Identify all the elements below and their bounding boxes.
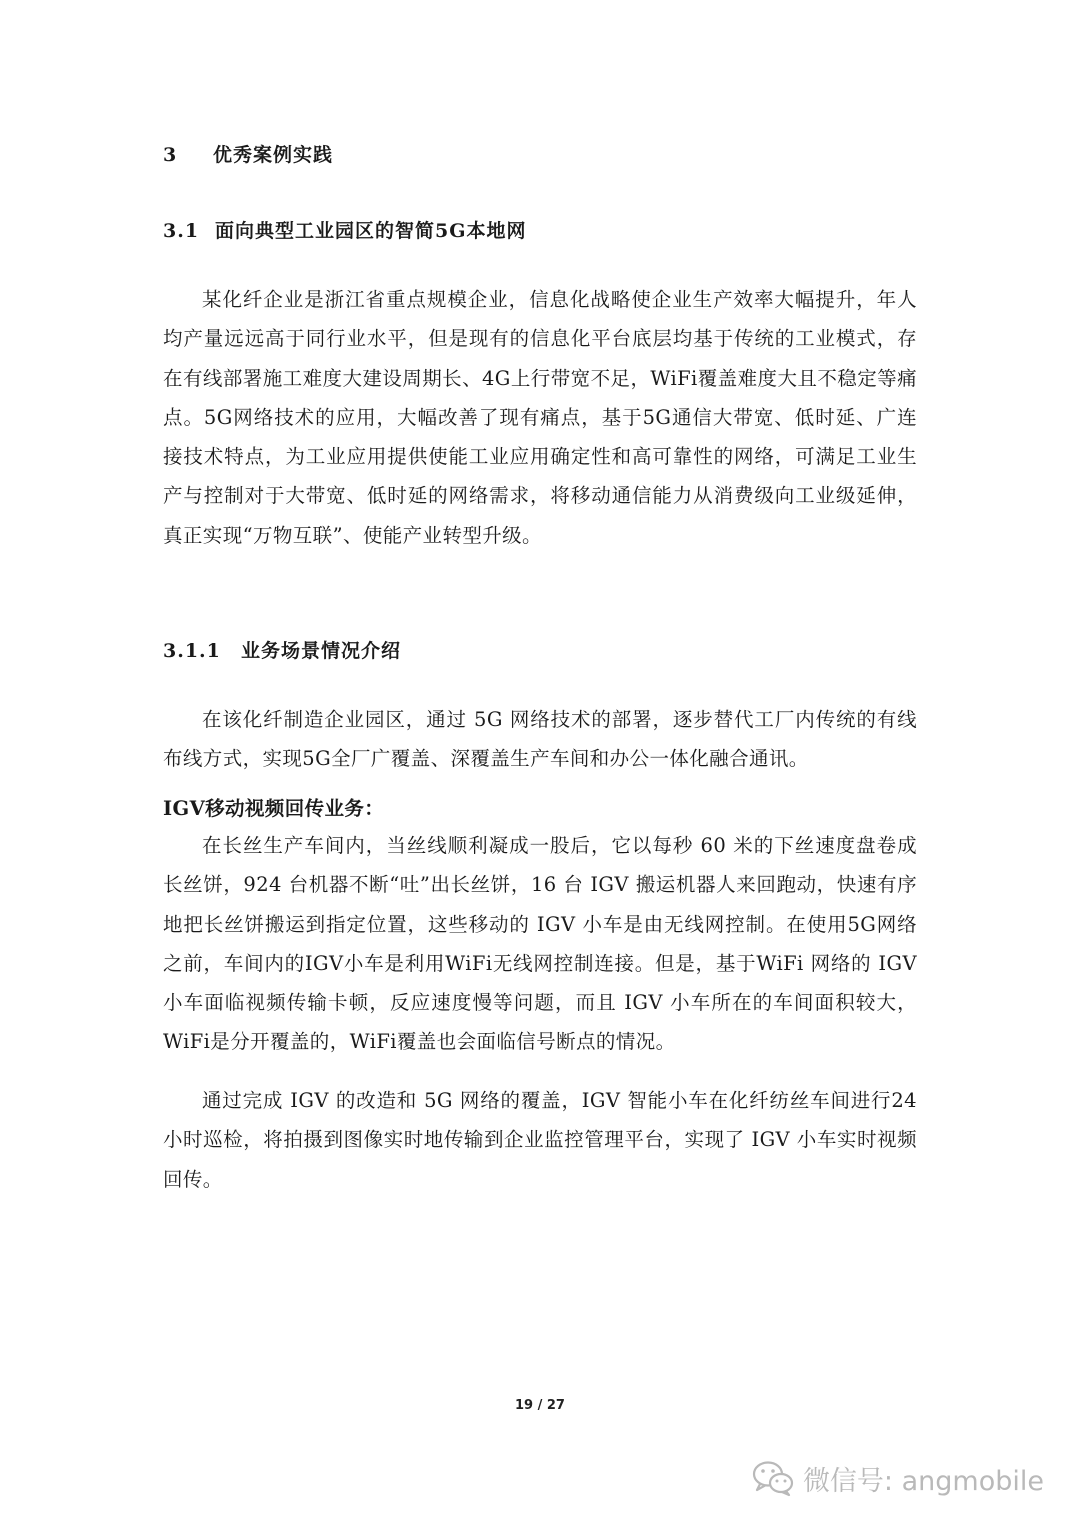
section-heading-3-1-1: [163, 636, 401, 663]
section-heading-3: [163, 140, 333, 167]
section-number: 3.1.1: [163, 640, 221, 662]
section-number: 3: [163, 144, 178, 166]
wechat-watermark: [751, 1458, 1044, 1498]
section-title: 面向典型工业园区的智简5G本地网: [215, 220, 527, 242]
paragraph-igv-background: 在长丝生产车间内，当丝线顺利凝成一股后，它以每秒 60 米的下丝速度盘卷成长丝饼，924 台机器不断“吐”出长丝饼，16 台 IGV 搬运机器人来回跑动，快速有序地把长丝饼搬运到指定位置，这些移动的 IGV 小车是由无线网控制。在使用5G网络之前，车间内的IGV小车是利用WiFi无线网控制连接。但是，基于WiFi 网络的 IGV 小车面临视频传输卡顿，反应速度慢等问题，而且 IGV 小车所在的车间面积较大，WiFi是分开覆盖的，WiFi覆盖也会面临信号断点的情况。: [163, 834, 917, 1054]
wechat-icon: [751, 1458, 795, 1498]
section-number: 3.1: [163, 220, 200, 242]
section-title: 业务场景情况介绍: [241, 640, 402, 662]
watermark-text: 微信号: angmobile: [802, 1465, 1044, 1497]
paragraph-deployment: 在该化纤制造企业园区，通过 5G 网络技术的部署，逐步替代工厂内传统的有线布线方式，实现5G全厂广覆盖、深覆盖生产车间和办公一体化融合通讯。: [163, 708, 917, 771]
section-heading-3-1: [163, 216, 526, 243]
page-number: 19 / 27: [515, 1398, 565, 1413]
section-title: 优秀案例实践: [213, 144, 334, 166]
paragraph-intro: 某化纤企业是浙江省重点规模企业，信息化战略使企业生产效率大幅提升，年人均产量远远高于同行业水平，但是现有的信息化平台底层均基于传统的工业模式，存在有线部署施工难度大建设周期长、4G上行带宽不足，WiFi覆盖难度大且不稳定等痛点。5G网络技术的应用，大幅改善了现有痛点，基于5G通信大带宽、低时延、广连接技术特点，为工业应用提供使能工业应用确定性和高可靠性的网络，可满足工业生产与控制对于大带宽、低时延的网络需求，将移动通信能力从消费级向工业级延伸，真正实现“万物互联”、使能产业转型升级。: [163, 288, 917, 547]
igv-subheading: IGV移动视频回传业务：: [163, 797, 385, 820]
paragraph-igv-result: 通过完成 IGV 的改造和 5G 网络的覆盖，IGV 智能小车在化纤纺丝车间进行24 小时巡检，将拍摄到图像实时地传输到企业监控管理平台，实现了 IGV 小车实时视频回传。: [163, 1089, 917, 1191]
